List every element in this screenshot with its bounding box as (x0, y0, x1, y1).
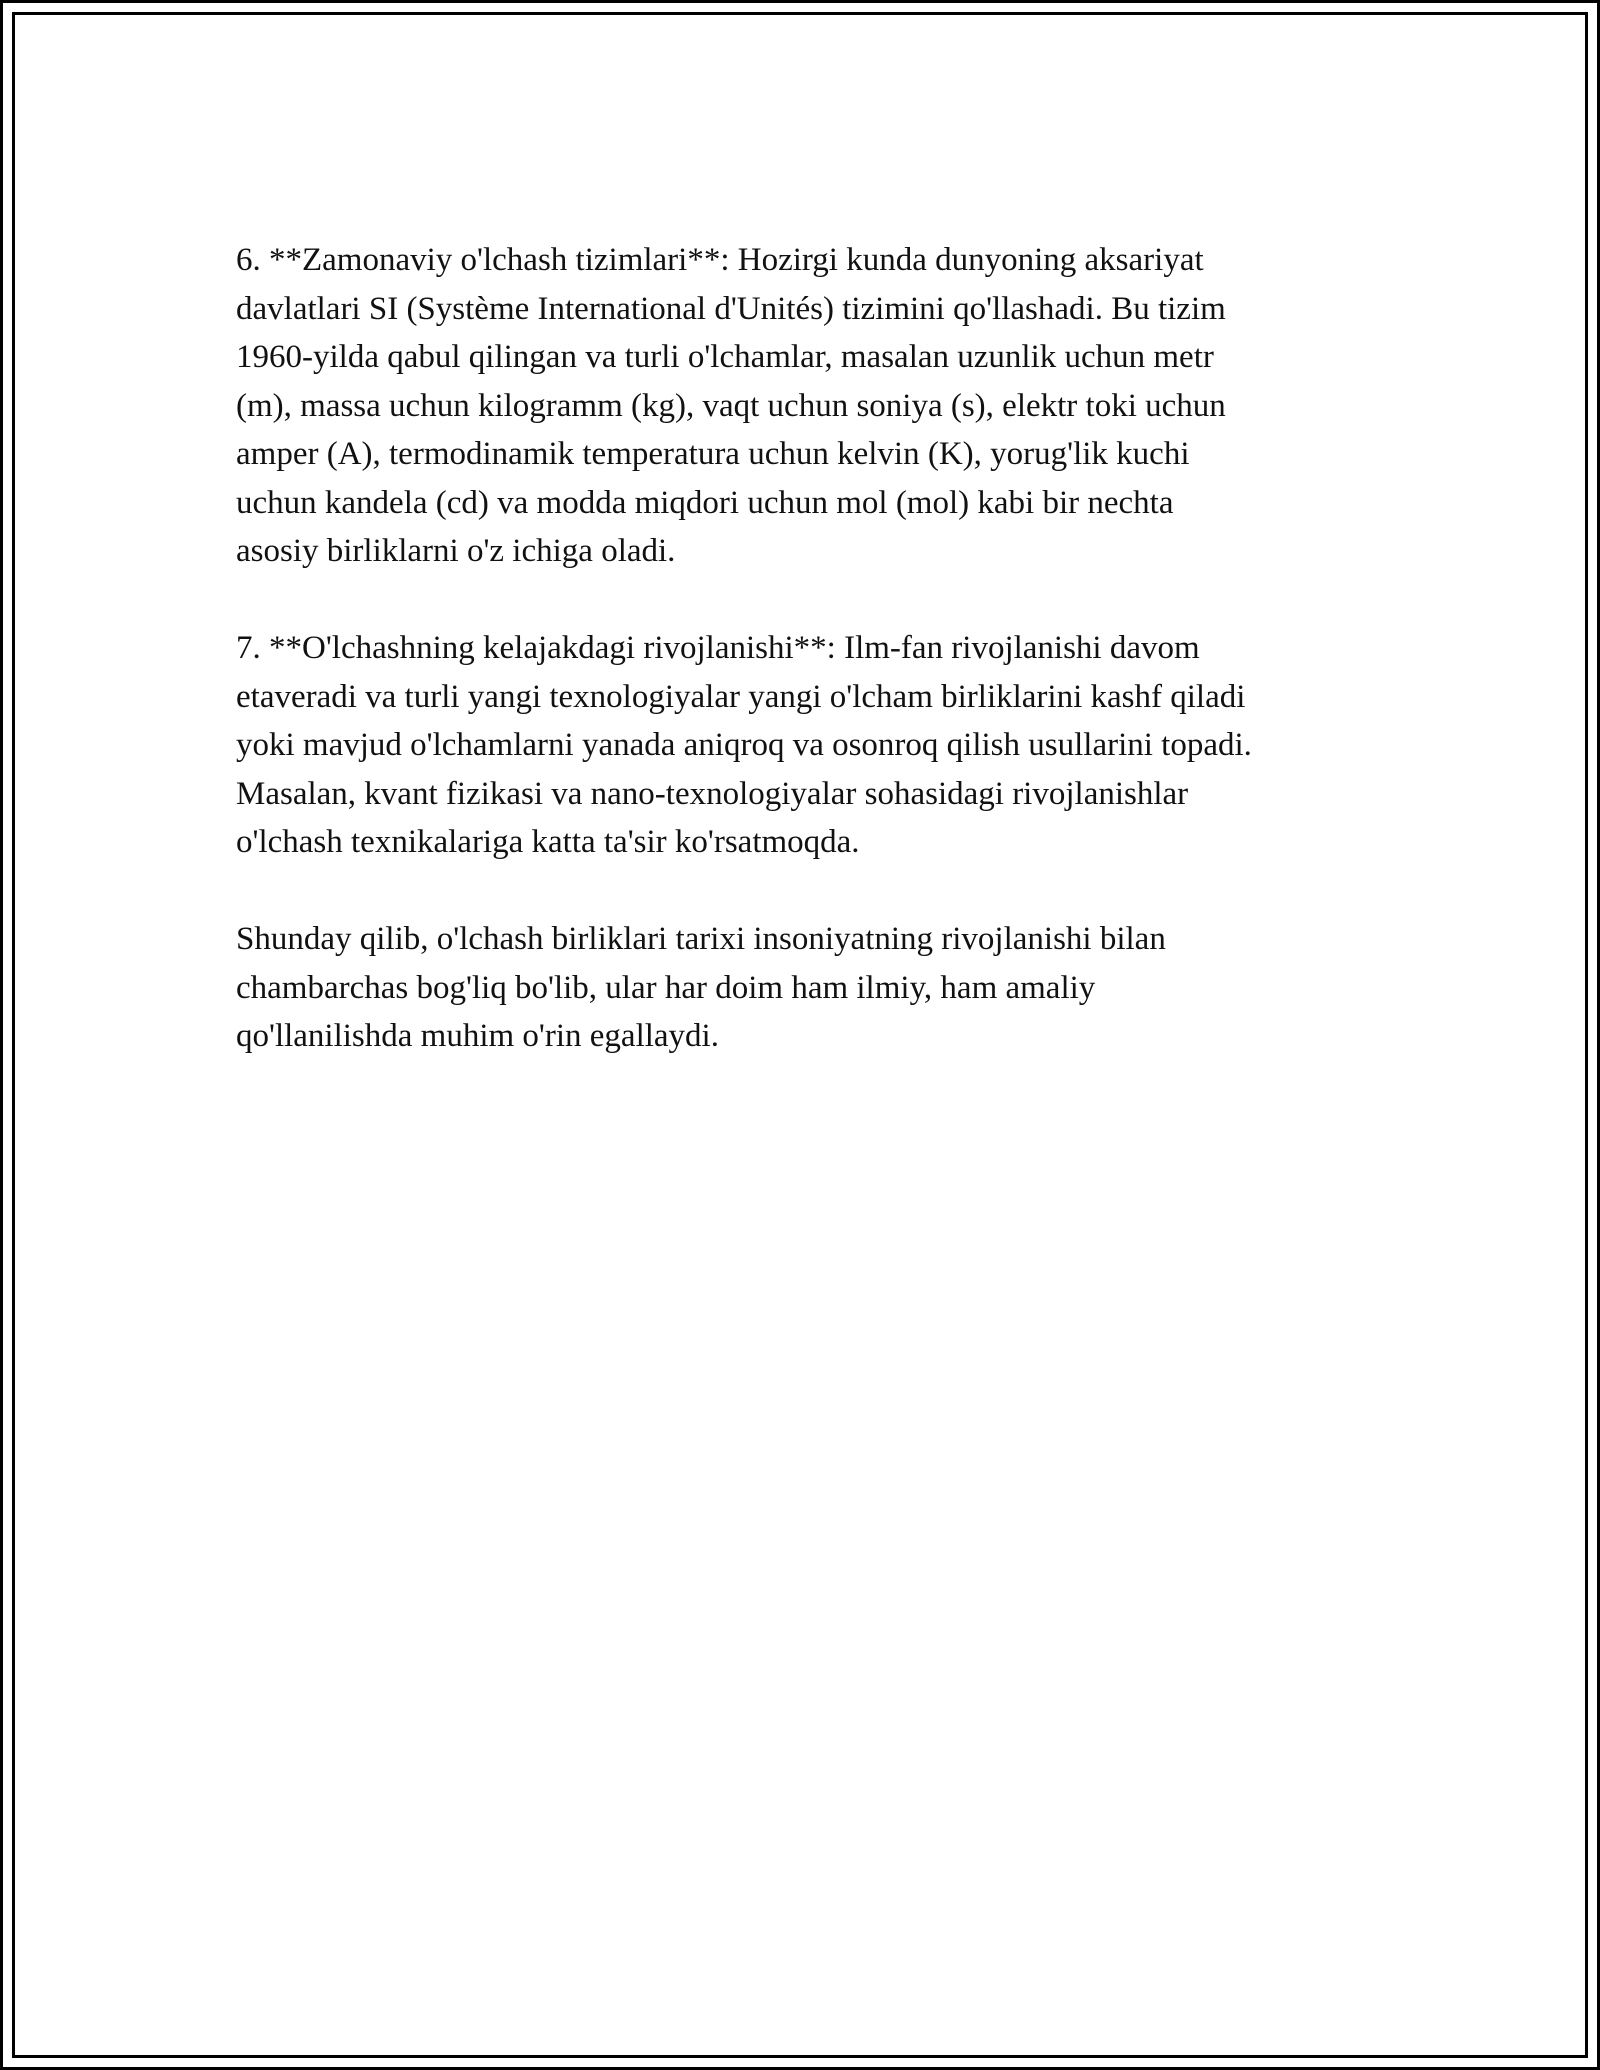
paragraph-conclusion: Shunday qilib, o'lchash birliklari tarixi insoniyatning rivojlanishi bilan chambarchas bog'liq bo'lib, ular har doim ham ilmiy, ham amaliy qo'llanilishda muhim o'rin egallaydi. (236, 921, 1166, 1054)
document-body (236, 236, 1366, 1109)
paragraph-measurement-systems: 6. **Zamonaviy o'lchash tizimlari**: Hozirgi kunda dunyoning aksariyat davlatlari SI (Système International d'Unités) tizimini qo'llashadi. Bu tizim 1960-yilda qabul qilingan va turli o'lchamlar, masalan uzunlik uchun metr (m), massa uchun kilogramm (kg), vaqt uchun soniya (s), elektr toki uchun amper (A), termodinamik temperatura uchun kelvin (K), yorug'lik kuchi uchun kandela (cd) va modda miqdori uchun mol (mol) kabi bir nechta asosiy birliklarni o'z ichiga oladi. (236, 242, 1226, 569)
paragraph-future-development: 7. **O'lchashning kelajakdagi rivojlanishi**: Ilm-fan rivojlanishi davom etaveradi va turli yangi texnologiyalar yangi o'lcham birliklarini kashf qiladi yoki mavjud o'lchamlarni yanada aniqroq va osonroq qilish usullarini topadi. Masalan, kvant fizikasi va nano-texnologiyalar sohasidagi rivojlanishlar o'lchash texnikalariga katta ta'sir ko'rsatmoqda. (236, 630, 1252, 860)
